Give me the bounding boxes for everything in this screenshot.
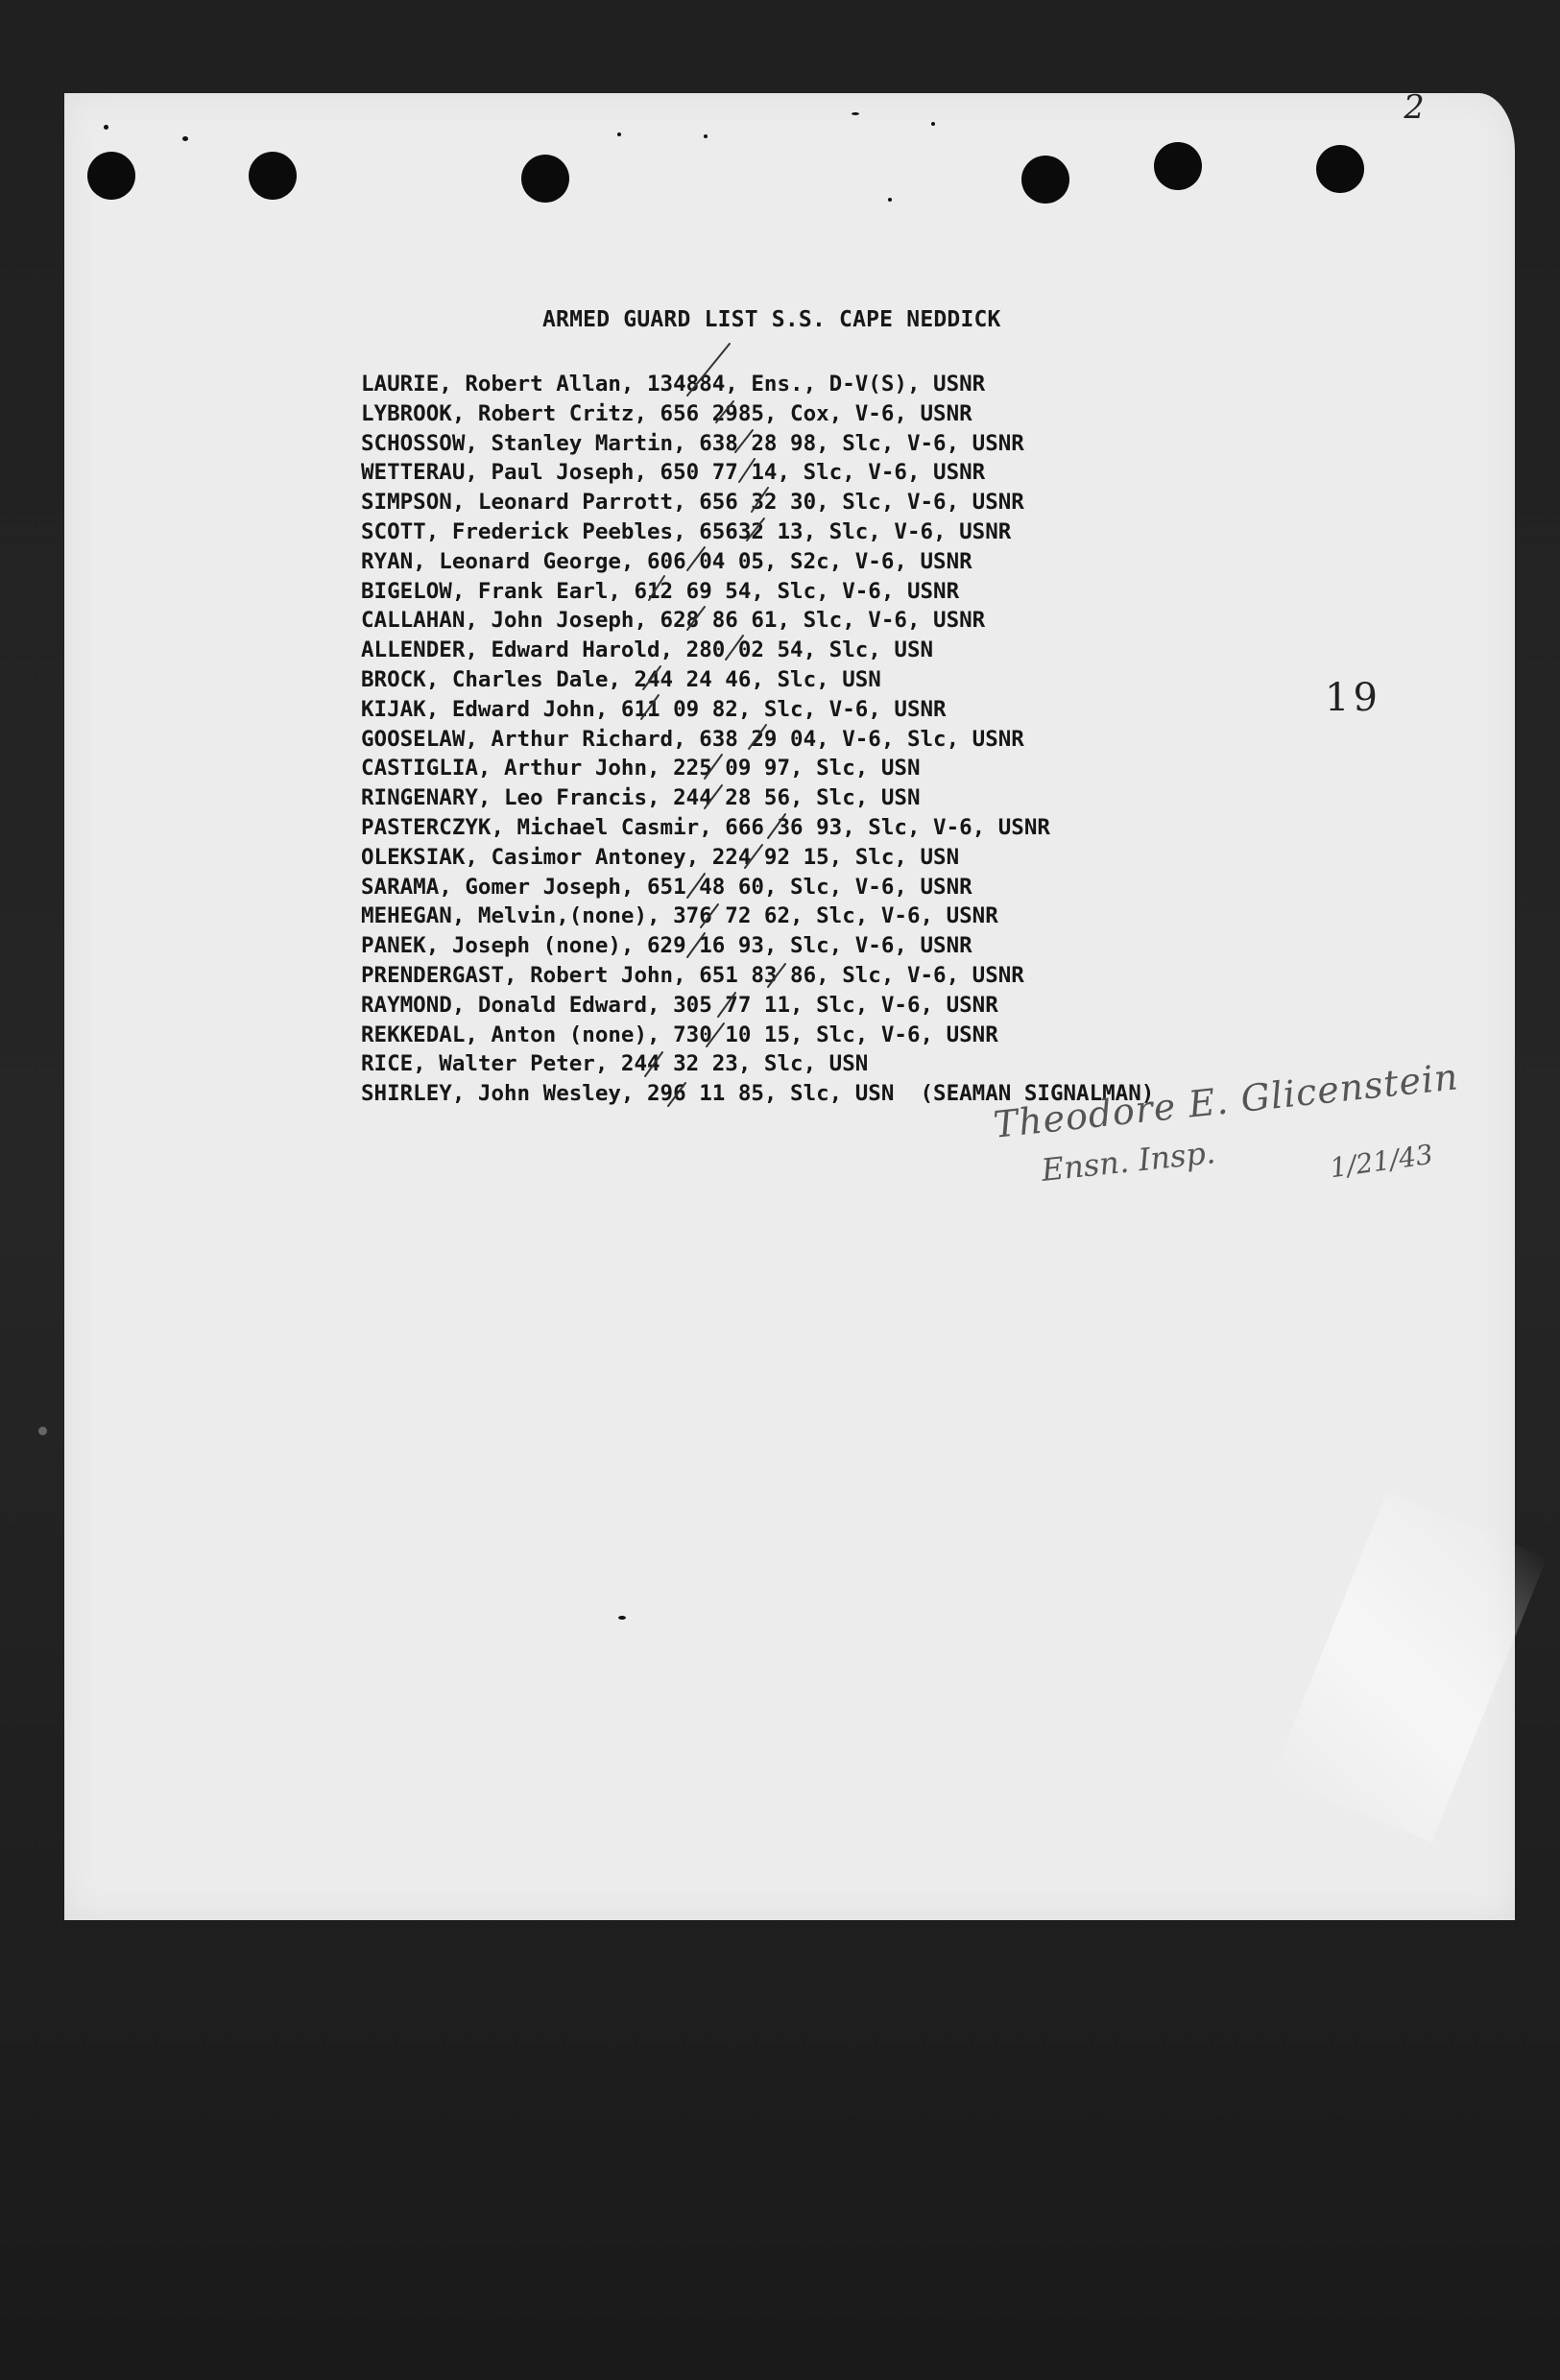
roster-entry: BIGELOW, Frank Earl, 612 69 54, Slc, V-6, USNR	[361, 578, 960, 604]
paper-glare	[1272, 1493, 1548, 1842]
document-title: ARMED GUARD LIST S.S. CAPE NEDDICK	[542, 307, 1001, 332]
roster-entry: SHIRLEY, John Wesley, 296 11 85, Slc, USN (SEAMAN SIGNALMAN)	[361, 1081, 1155, 1107]
roster-entry: PANEK, Joseph (none), 629 16 93, Slc, V-6, USNR	[361, 933, 972, 959]
punch-hole-3	[521, 155, 569, 203]
signature-name: Theodore E. Glicenstein	[991, 1055, 1461, 1146]
signature-date: 1/21/43	[1328, 1138, 1435, 1185]
roster-entry: REKKEDAL, Anton (none), 730 10 15, Slc, V-6, USNR	[361, 1022, 998, 1047]
roster-entry: SCHOSSOW, Stanley Martin, 638 28 98, Slc, V-6, USNR	[361, 430, 1024, 456]
roster-entry: CASTIGLIA, Arthur John, 225 09 97, Slc, USN	[361, 756, 921, 781]
punch-hole-5	[1154, 142, 1202, 190]
roster-entry: CALLAHAN, John Joseph, 628 86 61, Slc, V-6, USNR	[361, 608, 986, 634]
signature-title: Ensn. Insp.	[1040, 1134, 1217, 1189]
roster-entry: KIJAK, Edward John, 611 09 82, Slc, V-6, USNR	[361, 696, 947, 722]
roster-entry: RAYMOND, Donald Edward, 305 77 11, Slc, V-6, USNR	[361, 992, 998, 1018]
roster-entry: OLEKSIAK, Casimor Antoney, 224 92 15, Slc, USN	[361, 844, 960, 870]
roster-entry: WETTERAU, Paul Joseph, 650 77 14, Slc, V-6, USNR	[361, 460, 986, 486]
roster-entry: RICE, Walter Peter, 244 32 23, Slc, USN	[361, 1051, 869, 1077]
punch-hole-4	[1021, 156, 1069, 204]
roster-entry: GOOSELAW, Arthur Richard, 638 29 04, V-6, Slc, USNR	[361, 726, 1024, 752]
page-number: 19	[1325, 676, 1381, 720]
punch-hole-1	[87, 152, 135, 200]
roster-entry: LYBROOK, Robert Critz, 656 2985, Cox, V-6, USNR	[361, 400, 972, 426]
punch-hole-2	[249, 152, 297, 200]
roster-entry: SIMPSON, Leonard Parrott, 656 32 30, Slc, V-6, USNR	[361, 490, 1024, 516]
roster-entry: BROCK, Charles Dale, 244 24 46, Slc, USN	[361, 666, 881, 692]
roster-entry: ALLENDER, Edward Harold, 280 02 54, Slc, USN	[361, 637, 934, 663]
roster-entry: PASTERCZYK, Michael Casmir, 666 36 93, Slc, V-6, USNR	[361, 814, 1050, 840]
roster-entry: PRENDERGAST, Robert John, 651 83 86, Slc, V-6, USNR	[361, 962, 1024, 988]
roster-entry: RINGENARY, Leo Francis, 244 28 56, Slc, USN	[361, 785, 921, 811]
roster-entry: SARAMA, Gomer Joseph, 651 48 60, Slc, V-6, USNR	[361, 874, 972, 900]
roster-entry: LAURIE, Robert Allan, 134884, Ens., D-V(S), USNR	[361, 372, 986, 397]
roster-entry: SCOTT, Frederick Peebles, 65632 13, Slc, V-6, USNR	[361, 518, 1012, 544]
crew-roster	[361, 370, 1154, 1109]
roster-entry: MEHEGAN, Melvin,(none), 376 72 62, Slc, V-6, USNR	[361, 903, 998, 929]
roster-entry: RYAN, Leonard George, 606 04 05, S2c, V-6, USNR	[361, 548, 972, 574]
corner-page-mark: 2	[1400, 88, 1428, 127]
punch-hole-6	[1316, 145, 1364, 193]
